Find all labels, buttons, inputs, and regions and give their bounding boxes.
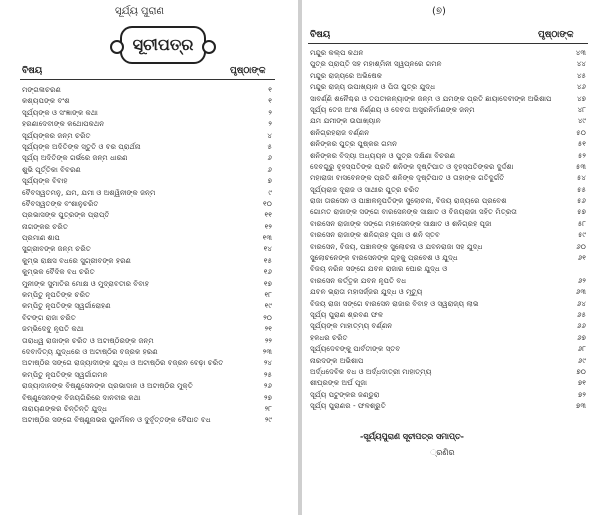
contents-entry (22, 323, 272, 334)
entry-title: ନାରାୟଣଙ୍କର ଚିନ୍ତିନ୍ତି ଯୁଦ୍ଧ (22, 403, 108, 413)
entry-title: ବିଜୟ ରାଜା ସଙ୍ଗେ ବାରସେନ ରାଜାର ବିବାହ ଓ ସ୍ୱରାଜ୍ୟ ଲାଭ (310, 298, 479, 308)
contents-entry (310, 58, 586, 69)
entry-title: ହଳଧର ଚରିତ (310, 332, 348, 342)
entry-page-number: ୧ (268, 96, 272, 106)
contents-entry (310, 343, 586, 354)
contents-entry (22, 357, 272, 368)
entry-page-number: ୨୨ (264, 335, 272, 345)
contents-entry (22, 380, 272, 391)
contents-entry (22, 289, 272, 300)
contents-entry (310, 93, 586, 104)
entry-page-number: ୪୩ (575, 48, 586, 57)
contents-entry (22, 95, 272, 106)
contents-entry (310, 275, 586, 286)
entry-title: ଗୋମତ ରାଜାଙ୍କ ସଙ୍ଗେ ବାରସେନଙ୍କ ସାକ୍ଷାତ ଓ ବିଜୟରାଜା ସହିତ ମିତ୍ରତା (310, 207, 518, 217)
entry-page-number: ୭୨ (578, 389, 586, 399)
entry-title: ବୈବସ୍ୱତମନୁ, ଯମ, ଯମୀ ଓ ଅଶ୍ୱିନୀଙ୍କ ଜନ୍ମ (22, 187, 156, 197)
entry-title: ରାଜା ତାରସେନ ଓ ପାଞ୍ଚାଳନୃପତିଙ୍କ ସୁଲୋଚନା, ବିଜୟ ରାଜ୍ୟରେ ପ୍ରବେଶ (310, 196, 507, 206)
contents-entry (22, 255, 272, 266)
contents-entry (310, 115, 586, 126)
entry-page-number: ୪୭ (576, 93, 586, 103)
entry-title: ସୂର୍ଯ୍ୟ ତେଜ ଅଂଶ ନିର୍ଣ୍ଣୟ ଓ ଦେବତା ଅସ୍ତ୍ରନିର୍ମାଣଙ୍କ ଜନ୍ମ (310, 104, 475, 114)
contents-entry (22, 232, 272, 243)
entry-title: ସୂର୍ଯ୍ୟ ଅଦିତିଙ୍କ ଗର୍ଭରେ ଜନ୍ମ ଧାରଣ (22, 153, 128, 163)
entry-title: ବାରସେନ ରାଜାଙ୍କ ସଙ୍ଗେ ମହାସେନଙ୍କ ସାକ୍ଷାତ ଓ ଶନିଗ୍ରହ ପୂଜା (310, 218, 492, 228)
book-title: ସୂର୍ଯ୍ୟ ପୁରାଣ (115, 6, 165, 17)
entry-title: କମ୍ପିତୁ ନୃପତିଙ୍କ ସ୍ୱର୍ଗାଗମନ (22, 369, 108, 379)
entry-title: ବିଷ୍ଣୁସେନଙ୍କ ବିଜୟଗିରିରେ ଦାନବୀର କଥା (22, 392, 141, 402)
entry-title: ଶନିଙ୍କର ବିଦ୍ୟା ଅଧ୍ୟୟନ ଓ ପୁତ୍ର ଦକ୍ଷିଣା ବିଚରଣ (310, 150, 456, 160)
entry-title: ବୈବସ୍ୱତଙ୍କ ବଂଶାନୁଚରିତ (22, 198, 99, 208)
header-rule (308, 43, 588, 44)
entry-page-number: ୬୫ (577, 309, 586, 319)
contents-entry (22, 152, 272, 163)
entry-title: କମ୍ପିତୁ ନୃପତିଙ୍କ ଚରିତ (22, 290, 91, 300)
entry-page-number: ୨୫ (263, 369, 272, 379)
contents-entry (22, 107, 272, 118)
contents-entry (22, 346, 272, 357)
contents-entry (310, 377, 586, 388)
right-page (302, 0, 600, 515)
contents-entry (310, 229, 586, 240)
entry-page-number: ୬୪ (576, 298, 586, 308)
entry-page-number: ୨୪ (263, 358, 272, 368)
contents-entry (22, 141, 272, 152)
entry-page-number: ୬୦ (576, 241, 586, 251)
entry-page-number: ୧୪ (263, 244, 272, 254)
entry-title: ସାବର୍ଣ୍ଣି ଶନୈଶ୍ଚର ଓ ତପତୀକନ୍ୟାଙ୍କ ଜନ୍ମ ଓ ଯମଙ୍କ ପ୍ରତି ଛାୟାଦେବୀଙ୍କ ଅଭିଶାପ (310, 93, 552, 103)
entry-title: ସୂର୍ଯ୍ୟଙ୍କ ଓ ସଂଜ୍ଞାଙ୍କ କଥା (22, 107, 98, 117)
contents-entry (22, 209, 272, 220)
column-header-page: ପୃଷ୍ଠାଙ୍କ (230, 66, 266, 76)
contents-entry (310, 47, 586, 58)
contents-entry (310, 127, 586, 138)
entry-title: ସୂର୍ଯ୍ୟଙ୍କ ମାହାତ୍ମ୍ୟ ବର୍ଣ୍ଣନ (310, 321, 393, 331)
entry-title: ପ୍ରଭାସଙ୍କ ପୁତ୍ରଙ୍କ ପ୍ରାପ୍ତି (22, 210, 110, 220)
entry-page-number: ୫୦ (576, 127, 586, 137)
contents-entry (22, 335, 272, 346)
entry-title: ମନ୍ଦୁର ରାଜ୍ୟରେ ଅଭିଷେକ (310, 70, 383, 80)
entry-page-number: ୭୦ (576, 366, 586, 376)
entry-title: ମଙ୍ଗଳାଚରଣ (22, 85, 61, 94)
contents-entry (22, 266, 272, 277)
entry-page-number: ୬୩ (575, 287, 586, 297)
contents-entry (310, 332, 586, 343)
contents-entry (22, 198, 272, 209)
contents-entry (22, 414, 272, 425)
entry-title: ଶୀଘ୍ରଙ୍କ ଅର୍ଘ ପୂଜା (310, 378, 367, 388)
entry-title: ସୂର୍ଯ୍ୟ ପୁରାଣ ଶ୍ରବଣ ଫଳ (310, 309, 384, 319)
contents-entry (310, 298, 586, 309)
entry-page-number: ୪୫ (576, 70, 586, 80)
contents-entry (310, 172, 586, 183)
entry-title: ଯମ ଯମୀଙ୍କ ଉପାଖ୍ୟାନ (310, 116, 381, 126)
entry-page-number: ୬ (267, 153, 272, 163)
entry-page-number: ୧୬ (263, 267, 272, 277)
entry-page-number: ୪୪ (576, 59, 586, 69)
entry-page-number: ୫ (267, 141, 272, 151)
entry-page-number: ୨୮ (264, 403, 272, 413)
entry-page-number: ୭ (267, 176, 272, 186)
entry-title: କଶ୍ୟପଙ୍କ ବଂଶ (22, 96, 70, 106)
entry-title: ହରଣାଦେବୀଙ୍କ କଥୋପକଥନ (22, 119, 105, 129)
entry-page-number: ୧୫ (263, 255, 272, 265)
entry-title: ବାରସେନ, ବିଜୟ, ପଞ୍ଚାଳଙ୍କ ସୁଲୋଚନା ଓ ଯବନରାଜା ସହ ଯୁଦ୍ଧ (310, 241, 483, 251)
entry-title: ତାରାଧ୍ୱ ରାଜାଙ୍କ ଚରିତ ଓ ଅଟାଷ୍ଠିରଙ୍କ ଜନ୍ମ (22, 335, 154, 345)
entry-title: ନାଗଙ୍କର ଚରିତ (22, 221, 68, 231)
entry-page-number: ୧୭ (263, 278, 272, 288)
contents-entry (310, 218, 586, 229)
contents-banner (120, 26, 206, 64)
entry-title: ମୁନୀଙ୍କ ସୁମାତିର ମୋକ୍ଷ ଓ ମୁଦ୍ରାବତୀର ବିବାହ (22, 278, 149, 288)
header-rule (20, 79, 275, 80)
entry-title: ସୂର୍ଯ୍ୟ ପୁରାଣର - ଫଳଶ୍ରୁତି (310, 401, 386, 411)
column-header-page: ପୃଷ୍ଠାଙ୍କ (538, 30, 574, 40)
contents-entry (22, 369, 272, 380)
entry-title: ମନ୍ଦୁର କଲ୍ପ କଥନ (310, 48, 364, 57)
entry-page-number: ୨୬ (263, 381, 272, 391)
entry-page-number: ୪୯ (577, 116, 586, 126)
entry-page-number: ୬୬ (576, 321, 586, 331)
entry-page-number: ୬୯ (577, 355, 586, 365)
entry-title: ସୂର୍ଯ୍ୟରାଜ ଦୂରାଜ ଓ ସାଥୀର ପୁତ୍ର ଚରିତ (310, 184, 420, 194)
contents-entry (22, 118, 272, 129)
end-ornament: ୍ରଣିର (430, 448, 455, 457)
entry-title: ଶନିଙ୍କର ପୁତ୍ର ପୁଷ୍କର ଗମନ (310, 139, 398, 149)
entry-title: କୁମ୍ଭ ରାକ୍ଷସ ବଧରେ ସୁଗ୍ରୀବଙ୍କ ହରଣ (22, 255, 131, 265)
contents-entry (22, 164, 272, 175)
entry-title: ସୁଗ୍ରୀବଙ୍କ ଜନ୍ମ ଚରିତ (22, 244, 91, 254)
contents-entry (22, 243, 272, 254)
entry-page-number: ୪୬ (576, 82, 586, 92)
entry-page-number: ୫୬ (577, 196, 586, 206)
entry-title: ଅଟାଷ୍ଠିର ସଙ୍ଗେ ରାଜ୍ୟାଦୀଙ୍କ ଯୁଦ୍ଧ ଓ ଅଟାଷ୍ଠିର ବଜ୍ରନ ବେଢ଼ା ଚରିତ (22, 358, 224, 368)
entry-title: ପ୍ରମାଣ ଶାପ (22, 233, 60, 243)
contents-entry (310, 206, 586, 217)
contents-entry (22, 278, 272, 289)
banner-text: ସୂଚୀପତ୍ର (132, 35, 194, 54)
entry-title: ଦେବାଦିତ୍ୟ ଯୁଦ୍ଧରେ ଓ ଅଟାଷ୍ଠିର ବଜ୍ରକ ହରଣ (22, 346, 158, 356)
contents-entry (310, 263, 586, 274)
entry-page-number: ୭୧ (577, 378, 586, 388)
entry-page-number: ୧୦ (263, 198, 272, 208)
contents-entry (22, 312, 272, 323)
entry-title: ମହାରାଜା ବାସବେନଙ୍କ ପ୍ରତି ଶନିଙ୍କ ଦୃଷ୍ଟିପାତ ଓ ତାହାଙ୍କ ଗତିଦୁର୍ଗତି (310, 173, 505, 183)
entry-title: ବିଜୟ ନରିନ ସଙ୍ଗେ ଯବନ ରାଜାର ଘୋର ଯୁଦ୍ଧ ଓ (310, 264, 448, 274)
entry-page-number: ୨୭ (264, 392, 272, 402)
entry-title: ପୁତ୍ର ପ୍ରାପ୍ତି ସହ ମହାଶ୍ମିନୀ ସ୍ୱପ୍ନରେ ଗମନ (310, 59, 442, 69)
entry-page-number: ୫୨ (577, 150, 586, 160)
contents-entry (310, 389, 586, 400)
entry-page-number: ୧୧ (264, 210, 272, 220)
contents-entry (22, 175, 272, 186)
entry-page-number: ୬୨ (577, 275, 586, 285)
entry-page-number: ୧ (268, 85, 272, 94)
contents-entry (310, 355, 586, 366)
entry-title: ନାରଦଙ୍କ ଅଭିଶାପ (310, 355, 364, 365)
entry-page-number: ୫୫ (577, 184, 586, 194)
entry-page-number: ୧୯ (264, 301, 272, 311)
contents-end-line: -ସୂର୍ଯ୍ୟପୁରାଣ ସୂଚୀପତ୍ର ସମାପ୍ତ- (360, 432, 464, 441)
entry-page-number: ୬ (267, 164, 272, 174)
entry-page-number: ୨ (268, 119, 272, 129)
entry-page-number: ୨୯ (264, 415, 272, 425)
entry-title: ସୂର୍ଯ୍ୟଙ୍କ ଅଦିତିଙ୍କ ସ୍ତୁତି ଓ ବର ପ୍ରାର୍ଥନା (22, 141, 141, 151)
entry-page-number: ୫୮ (577, 218, 586, 228)
entry-title: ଜମ୍ଭିଦେବୁ ନୃପତି କଥା (22, 324, 84, 334)
contents-entry (22, 130, 272, 141)
entry-title: ସୂର୍ଯ୍ୟ ପଟୁଙ୍କର ଜଣ୍ଡୁରା (310, 389, 380, 399)
entry-page-number: ୫୪ (576, 173, 586, 183)
entry-title: ସୂର୍ଯ୍ୟଙ୍କର ଜନ୍ମ ଚରିତ (22, 130, 91, 140)
contents-entry (22, 84, 272, 95)
entry-page-number: ୬୧ (577, 253, 586, 263)
contents-entry (22, 221, 272, 232)
contents-entry (22, 187, 272, 198)
entry-title: ମନ୍ଦୁର ରାଜ୍ୟ ଉପାଖ୍ୟାନ ଓ ପିତା ପୁତ୍ର ଯୁଦ୍ଧ (310, 82, 436, 92)
entry-title: କମ୍ପିତୁ ନୃପତିଙ୍କ ସ୍ୱର୍ଗାରୋହଣ (22, 301, 111, 311)
contents-entry (310, 366, 586, 377)
entry-page-number: ୪ (267, 130, 272, 140)
entry-page-number: ୫୧ (577, 139, 586, 149)
contents-entry (310, 150, 586, 161)
entry-title: ଶନିଗ୍ରହରାଜ ବର୍ଣ୍ଣନ (310, 127, 370, 137)
contents-entry (310, 184, 586, 195)
contents-entry (310, 400, 586, 411)
entry-page-number: ୯ (268, 187, 272, 197)
entry-title: ଦେବଗୁରୁ ବୃହସ୍ପତିଙ୍କ ପ୍ରତି ଶନିଙ୍କ ଦୃଷ୍ଟିପାତ ଓ ବୃହସ୍ପତିଙ୍କର ଦୁର୍ଦ୍ଦଶା (310, 161, 514, 171)
contents-entry (310, 104, 586, 115)
entry-title: ଅଟାଷ୍ଠିର ସଙ୍ଗେ ବିଷ୍ଣୁନାଭର ପୁନର୍ମିଳନ ଓ ଦୁର୍ବୃତ୍ତଙ୍କ ବୈପାତ ବଧ (22, 415, 211, 425)
page-number: (୭) (432, 6, 446, 17)
entry-page-number: ୧୨ (264, 221, 272, 231)
entry-page-number: ୭୩ (575, 401, 586, 411)
contents-entry (310, 309, 586, 320)
contents-entry (310, 241, 586, 252)
contents-entry (310, 161, 586, 172)
entry-title: ରାଜ୍ୟାଦାନଙ୍କ ବିଷ୍ଣୁସେନଙ୍କ ପ୍ରଭାଦାନ ଓ ଅଟାଷ୍ଠିର ମୁକ୍ତି (22, 381, 193, 391)
entry-title: କୁମ୍ଭକ ବୈଦିକ ବଧ ଚରିତ (22, 267, 95, 277)
contents-entry (22, 403, 272, 414)
contents-entry (22, 300, 272, 311)
contents-entry (310, 252, 586, 263)
entry-title: ସୂର୍ଯ୍ୟଦେବଙ୍କୁ ପାର୍ବତୀଙ୍କ ସ୍ତବ (310, 344, 401, 354)
contents-entry (310, 286, 586, 297)
contents-list (310, 47, 586, 412)
entry-page-number: ୫୩ (575, 161, 586, 171)
contents-entry (22, 392, 272, 403)
entry-page-number: ୨୩ (262, 346, 272, 356)
entry-page-number: ୨୧ (264, 324, 272, 334)
entry-title: ଯବନ ଭ୍ରାତା ମହାସର୍ଜ୍ଜର ଯୁଦ୍ଧ ଓ ମୃତ୍ୟୁ (310, 287, 423, 297)
contents-entry (310, 70, 586, 81)
column-header-topic: ବିଷୟ (310, 30, 331, 40)
contents-entry (310, 195, 586, 206)
contents-entry (310, 138, 586, 149)
entry-page-number: ୬୭ (577, 332, 586, 342)
entry-title: ସୁଲୋଚନେଙ୍କ ବାରସେନଙ୍କ ଗୃହକୁ ପ୍ରବେଶ ଓ ଯୁଦ୍ଧ (310, 253, 458, 263)
entry-title: ବିଟଙ୍ଗ ରାଜା ଚରିତ (22, 312, 76, 322)
entry-title: ଅର୍ଦ୍ଧଦେବିକ ବଧ ଓ ଅର୍ଦ୍ଧଦାତ୍ରୀ ମାହାତ୍ମ୍ୟ (310, 366, 432, 376)
left-page (0, 0, 298, 515)
contents-entry (310, 320, 586, 331)
entry-page-number: ୨୦ (263, 312, 272, 322)
entry-page-number: ୫୯ (577, 230, 586, 240)
entry-page-number: ୨ (268, 107, 272, 117)
entry-title: ଶୁଭି ପୂର୍ତ୍ତିକା ବିବରଣ (22, 164, 81, 174)
contents-list (22, 84, 272, 426)
entry-page-number: ୧୩ (262, 233, 272, 243)
contents-entry (310, 81, 586, 92)
entry-title: ବାରସେନ କର୍ତ୍ତୃକ ଯବନ ନୃପତି ବଧ (310, 275, 407, 285)
entry-title: ସୂର୍ଯ୍ୟଙ୍କ ବିବାହ (22, 176, 68, 186)
entry-page-number: ୧୮ (264, 290, 272, 300)
column-header-topic: ବିଷୟ (22, 66, 43, 76)
entry-page-number: ୪୮ (577, 104, 586, 114)
entry-title: ବାରସେନ ରାଜାଙ୍କ ଶନିଗ୍ରହ ପୂଜା ଓ ଶନି ସ୍ତବ (310, 230, 440, 240)
entry-page-number: ୫୭ (577, 207, 586, 217)
entry-page-number: ୬୮ (577, 344, 586, 354)
